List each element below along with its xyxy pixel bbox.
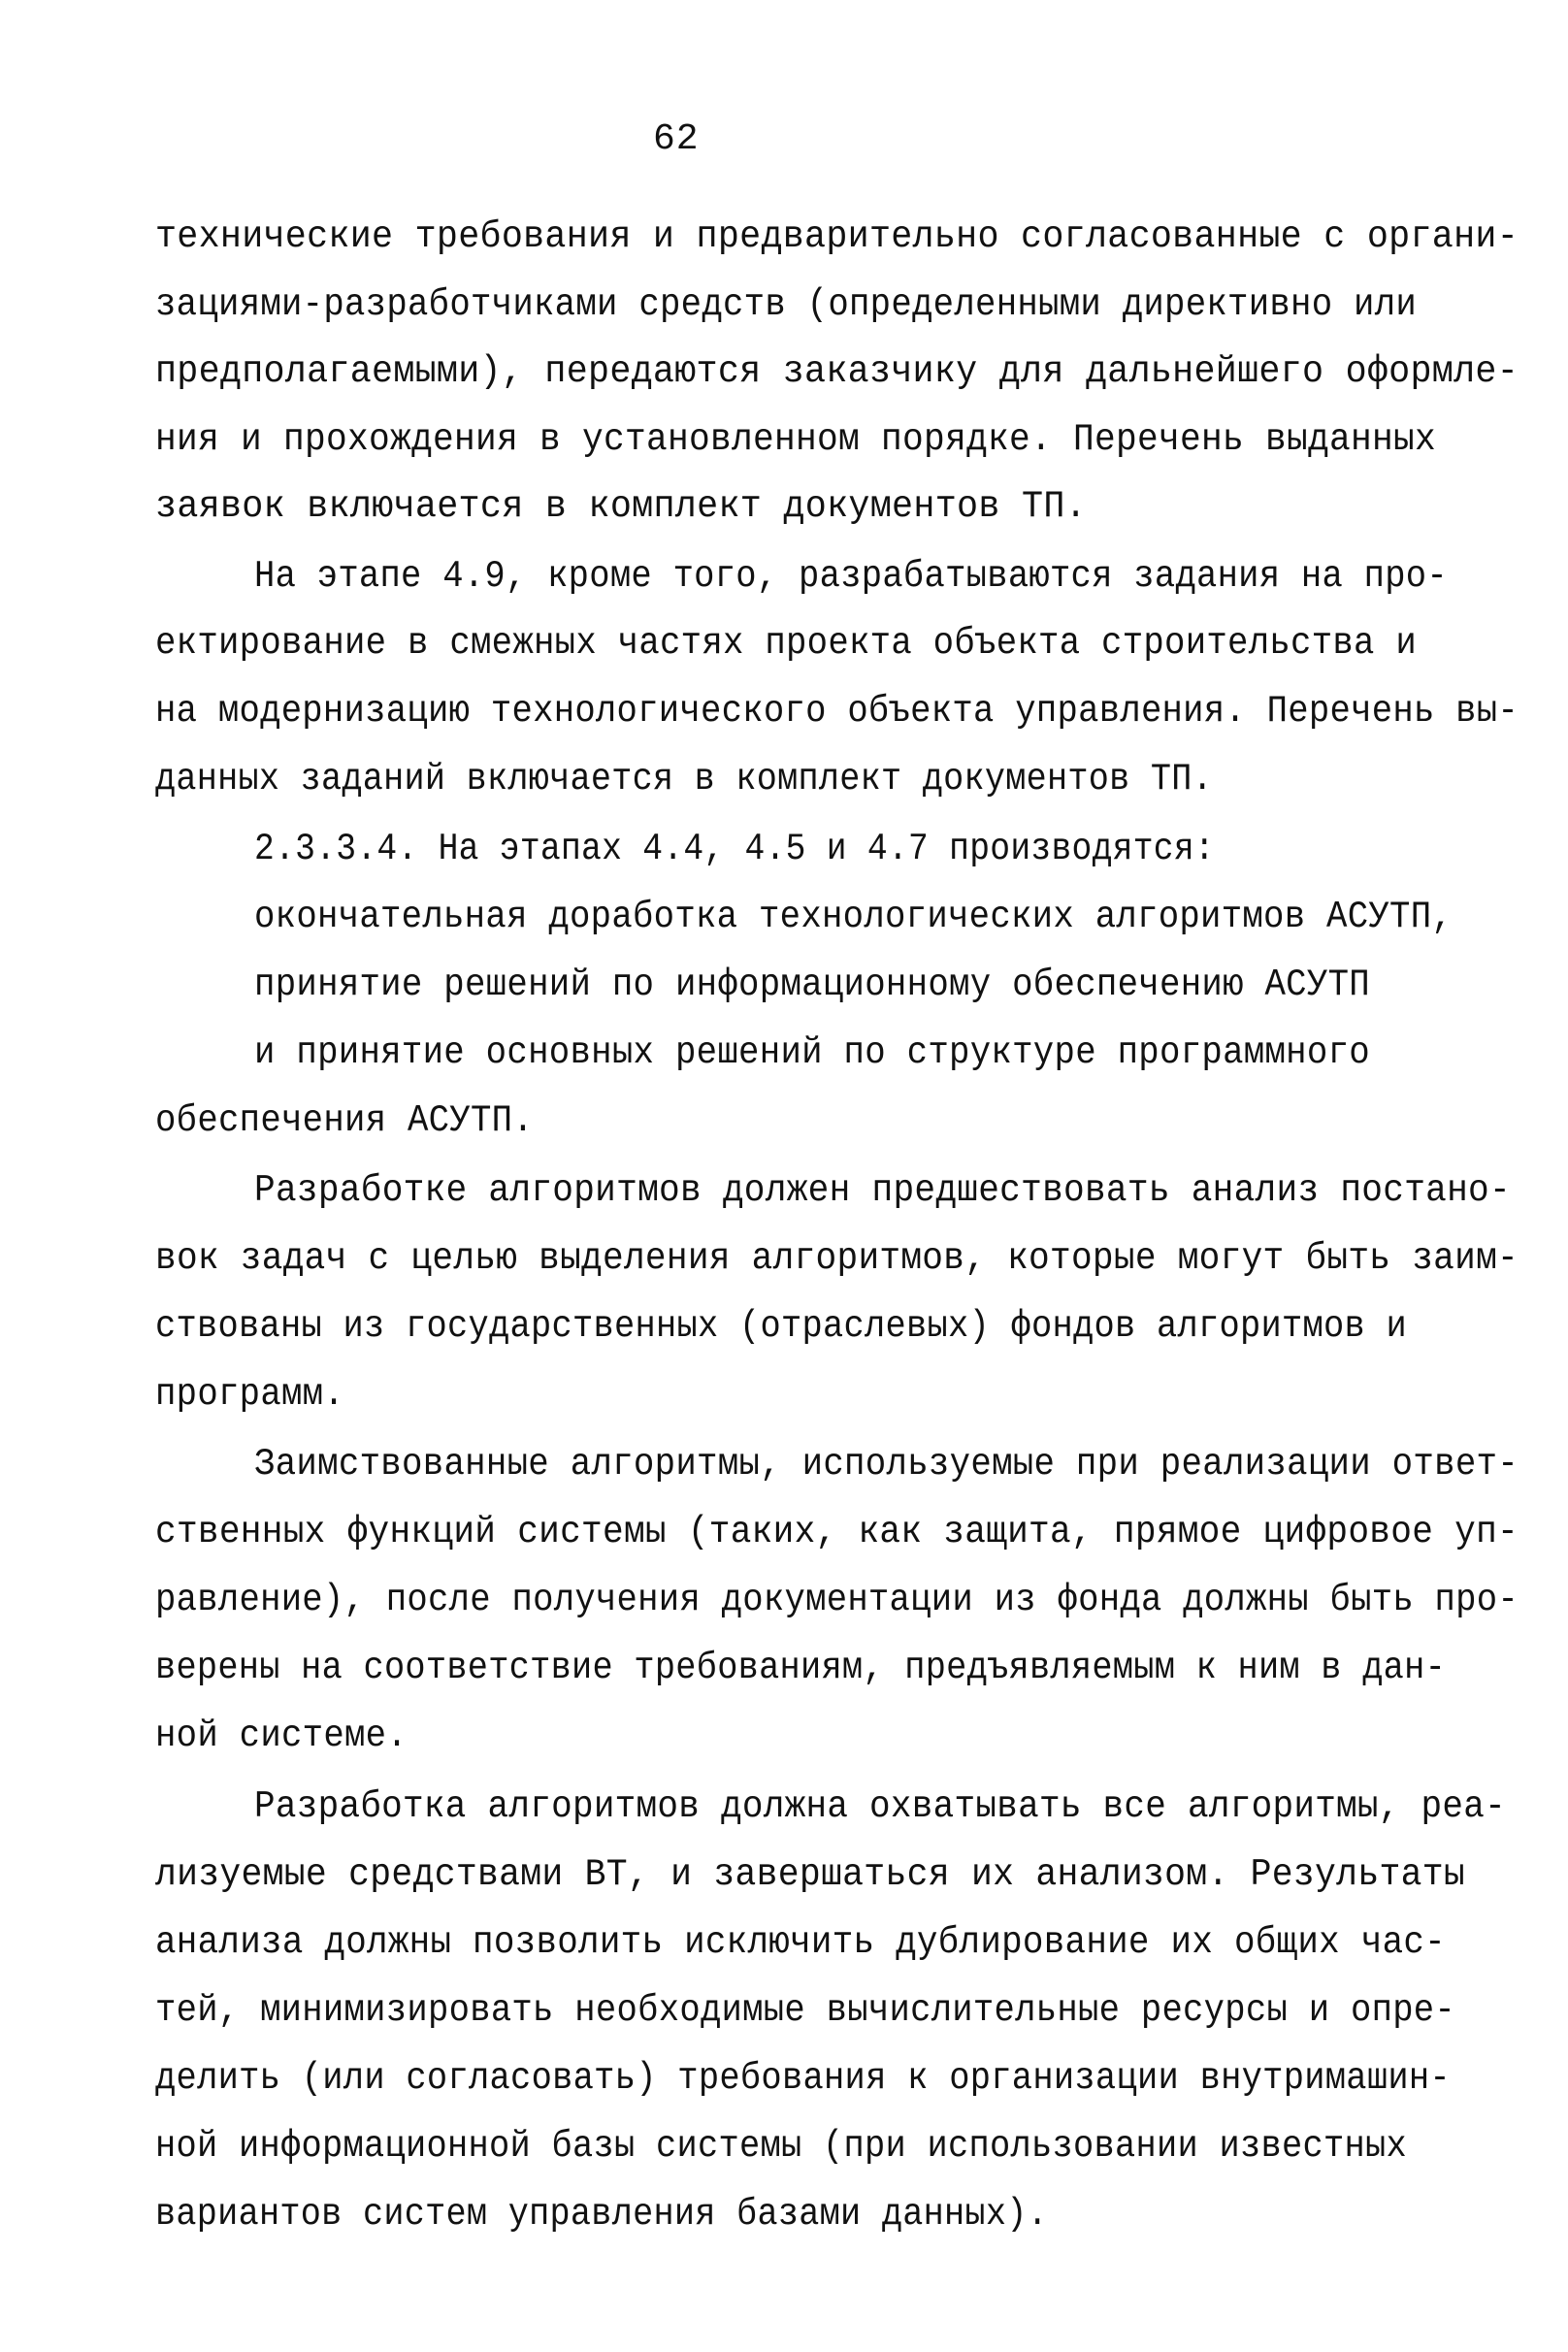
text-line: анализа должны позволить исключить дублирование их общих час- xyxy=(155,1921,1446,1964)
text-line: ектирование в смежных частях проекта объекта строительства и xyxy=(155,622,1418,665)
text-line: окончательная доработка технологических алгоритмов АСУТП, xyxy=(254,896,1454,938)
text-line: На этапе 4.9, кроме того, разрабатываются задания на про- xyxy=(254,555,1448,598)
text-line: программ. xyxy=(155,1373,344,1416)
text-line: равление), после получения документации из фонда должны быть про- xyxy=(155,1579,1519,1621)
text-line: на модернизацию технологического объекта управления. Перечень вы- xyxy=(155,690,1519,733)
text-line: ния и прохождения в установленном порядке. Перечень выданных xyxy=(155,418,1436,461)
text-line: предполагаемыми), передаются заказчику для дальнейшего оформле- xyxy=(155,350,1519,393)
text-line: вариантов систем управления базами данных). xyxy=(155,2193,1049,2236)
text-line: Разработка алгоритмов должна охватывать все алгоритмы, реа- xyxy=(254,1785,1506,1828)
text-line: тей, минимизировать необходимые вычислительные ресурсы и опре- xyxy=(155,1989,1456,2032)
text-line: ственных функций системы (таких, как защита, прямое цифровое уп- xyxy=(155,1511,1519,1553)
section-heading: 2.3.3.4. На этапах 4.4, 4.5 и 4.7 производятся: xyxy=(254,828,1215,870)
text-line: и принятие основных решений по структуре программного xyxy=(254,1031,1370,1074)
text-line: лизуемые средствами ВТ, и завершаться их анализом. Результаты xyxy=(155,1853,1465,1896)
text-line: вок задач с целью выделения алгоритмов, которые могут быть заим- xyxy=(155,1237,1519,1280)
text-line: технические требования и предварительно согласованные с органи- xyxy=(155,215,1519,258)
text-line: принятие решений по информационному обеспечению АСУТП xyxy=(254,964,1370,1006)
text-line: ной системе. xyxy=(155,1715,408,1757)
text-line: ной информационной базы системы (при использовании известных xyxy=(155,2125,1408,2168)
page-number: 62 xyxy=(653,118,700,160)
text-line: Разработке алгоритмов должен предшествовать анализ постано- xyxy=(254,1169,1511,1212)
text-line: делить (или согласовать) требования к организации внутримашин- xyxy=(155,2057,1451,2100)
text-line: верены на соответствие требованиям, предъявляемым к ним в дан- xyxy=(155,1647,1447,1689)
text-line: обеспечения АСУТП. xyxy=(155,1099,534,1142)
text-line: зациями-разработчиками средств (определенными директивно или xyxy=(155,283,1418,326)
text-line: ствованы из государственных (отраслевых) фондов алгоритмов и xyxy=(155,1305,1408,1348)
text-line: заявок включается в комплект документов ТП. xyxy=(155,485,1087,528)
text-line: данных заданий включается в комплект документов ТП. xyxy=(155,758,1213,800)
text-line: Заимствованные алгоритмы, используемые при реализации ответ- xyxy=(254,1443,1519,1486)
